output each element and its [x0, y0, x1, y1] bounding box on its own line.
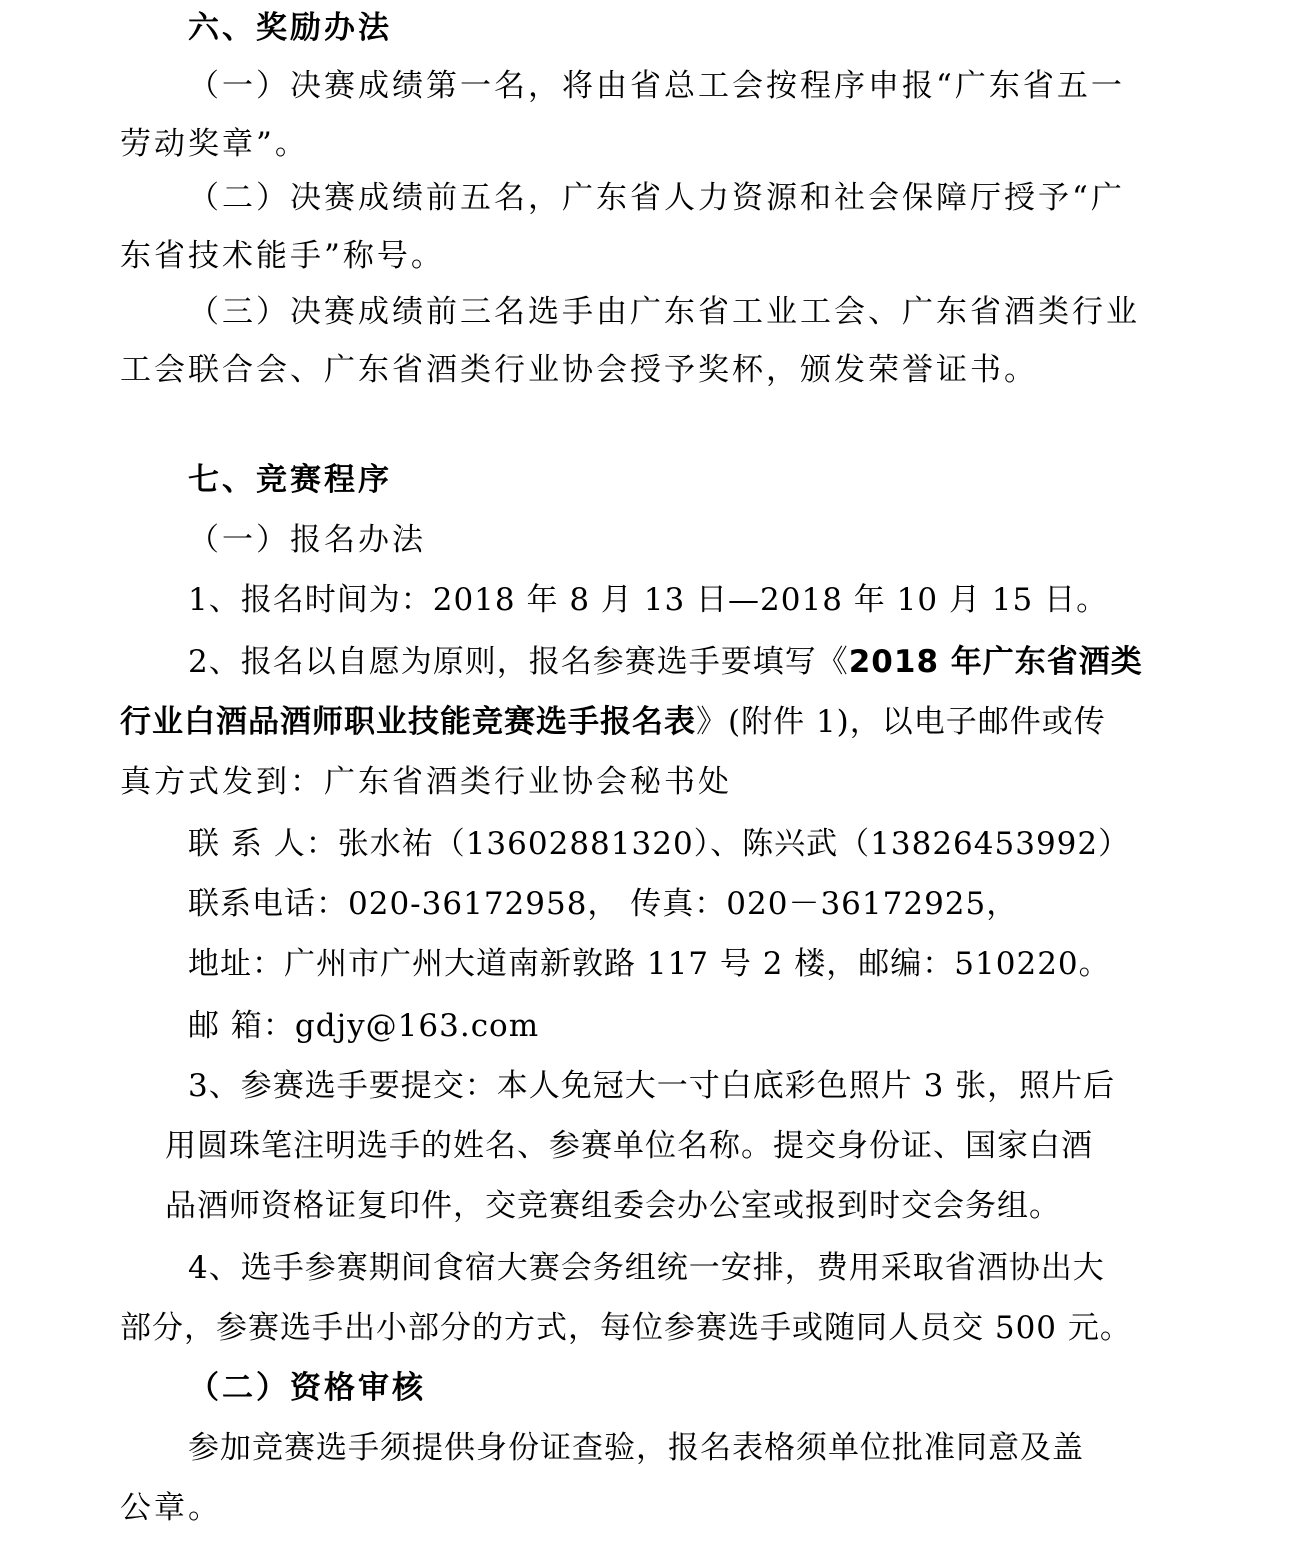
subsection-qualification-heading: （二）资格审核	[188, 1370, 426, 1406]
registration-item-3-line-1: 3、参赛选手要提交：本人免冠大一寸白底彩色照片 3 张，照片后	[188, 1068, 1116, 1104]
registration-item-2-text: 2、报名以自愿为原则，报名参赛选手要填写《	[188, 644, 849, 680]
contact-email: 邮 箱：gdjy@163.com	[188, 1008, 540, 1044]
award-2-line-1: （二）决赛成绩前五名，广东省人力资源和社会保障厅授予“广	[188, 180, 1125, 216]
contact-phone: 联系电话：020-36172958， 传真：020－36172925，	[188, 886, 1019, 922]
section-7-heading: 七、竞赛程序	[188, 462, 392, 498]
award-1-line-2: 劳动奖章”。	[120, 126, 309, 162]
award-3-line-2: 工会联合会、广东省酒类行业协会授予奖杯，颁发荣誉证书。	[120, 352, 1038, 388]
qualification-review-line-2: 公章。	[120, 1490, 222, 1526]
subsection-registration-heading: （一）报名办法	[188, 522, 426, 558]
qualification-review-line-1: 参加竞赛选手须提供身份证查验，报名表格须单位批准同意及盖	[188, 1430, 1084, 1466]
registration-item-2-line-3: 真方式发到：广东省酒类行业协会秘书处	[120, 764, 732, 800]
registration-item-4-line-2: 部分，参赛选手出小部分的方式，每位参赛选手或随同人员交 500 元。	[120, 1310, 1132, 1346]
registration-item-2-annex: 》(附件 1)，以电子邮件或传	[696, 704, 1106, 740]
award-3-line-1: （三）决赛成绩前三名选手由广东省工业工会、广东省酒类行业	[188, 294, 1140, 330]
award-2-line-2: 东省技术能手”称号。	[120, 238, 445, 274]
form-title-part-2: 行业白酒品酒师职业技能竞赛选手报名表	[120, 704, 696, 740]
award-1-line-1: （一）决赛成绩第一名，将由省总工会按程序申报“广东省五一	[188, 68, 1125, 104]
registration-item-1: 1、报名时间为：2018 年 8 月 13 日—2018 年 10 月 15 日。	[188, 582, 1109, 618]
registration-item-4-line-1: 4、选手参赛期间食宿大赛会务组统一安排，费用采取省酒协出大	[188, 1250, 1105, 1286]
registration-item-3-line-3: 品酒师资格证复印件，交竞赛组委会办公室或报到时交会务组。	[165, 1188, 1061, 1224]
registration-item-2-line-1	[188, 642, 1143, 682]
registration-item-2-line-2	[120, 702, 1106, 742]
section-6-heading: 六、奖励办法	[188, 10, 392, 46]
contact-address: 地址：广州市广州大道南新敦路 117 号 2 楼，邮编：510220。	[188, 946, 1111, 982]
contact-person: 联 系 人：张水祐（13602881320）、陈兴武（13826453992）	[188, 826, 1131, 862]
form-title-part-1: 2018 年广东省酒类	[848, 644, 1143, 680]
registration-item-3-line-2: 用圆珠笔注明选手的姓名、参赛单位名称。提交身份证、国家白酒	[165, 1128, 1093, 1164]
